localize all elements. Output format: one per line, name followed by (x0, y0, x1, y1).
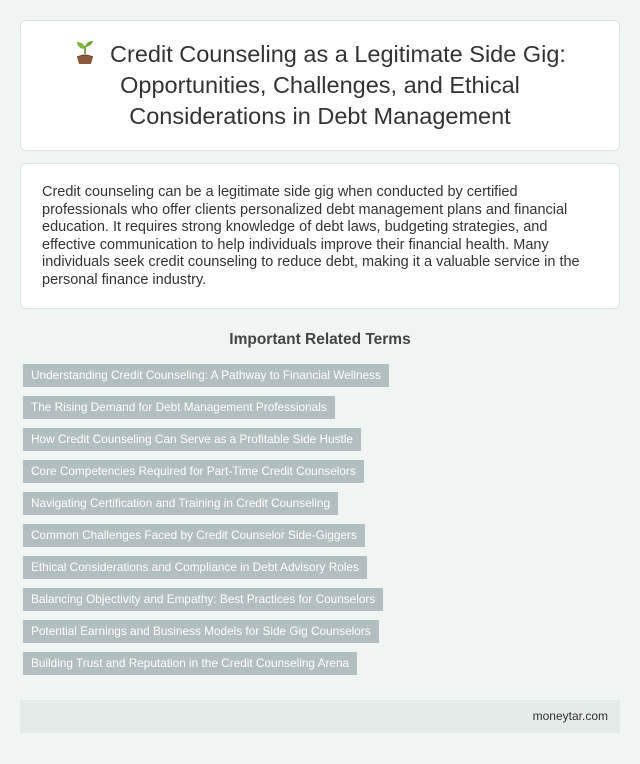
related-term-tag[interactable]: The Rising Demand for Debt Management Professionals (23, 396, 335, 419)
related-term-tag[interactable]: Potential Earnings and Business Models for Side Gig Counselors (23, 620, 379, 643)
page-title (41, 39, 599, 132)
seedling-icon (74, 41, 96, 65)
title-card (20, 20, 620, 151)
footer-site-name: moneytar.com (532, 709, 608, 723)
related-term-tag[interactable]: Ethical Considerations and Compliance in Debt Advisory Roles (23, 556, 367, 579)
footer (20, 700, 620, 733)
related-term-tag[interactable]: Building Trust and Reputation in the Credit Counseling Arena (23, 652, 357, 675)
related-term-tag[interactable]: Common Challenges Faced by Credit Counselor Side-Giggers (23, 524, 365, 547)
related-term-tag[interactable]: Navigating Certification and Training in Credit Counseling (23, 492, 338, 515)
related-term-tag[interactable]: Understanding Credit Counseling: A Pathway to Financial Wellness (23, 364, 389, 387)
summary-card (20, 163, 620, 309)
related-term-tag[interactable]: Core Competencies Required for Part-Time Credit Counselors (23, 460, 364, 483)
related-terms-list (20, 364, 620, 675)
summary-text: Credit counseling can be a legitimate side gig when conducted by certified professionals who offer clients personalized debt management plans and financial education. It requires strong knowledge of debt laws, budgeting strategies, and effective communication to help individuals improve their financial health. Many individuals seek credit counseling to reduce debt, making it a valuable service in the personal finance industry. (42, 184, 580, 288)
related-terms-heading: Important Related Terms (229, 331, 411, 348)
related-term-tag[interactable]: How Credit Counseling Can Serve as a Profitable Side Hustle (23, 428, 361, 451)
page-title-text: Credit Counseling as a Legitimate Side Gig: Opportunities, Challenges, and Ethical Considerations in Debt Management (110, 41, 566, 129)
related-term-tag[interactable]: Balancing Objectivity and Empathy: Best Practices for Counselors (23, 588, 383, 611)
